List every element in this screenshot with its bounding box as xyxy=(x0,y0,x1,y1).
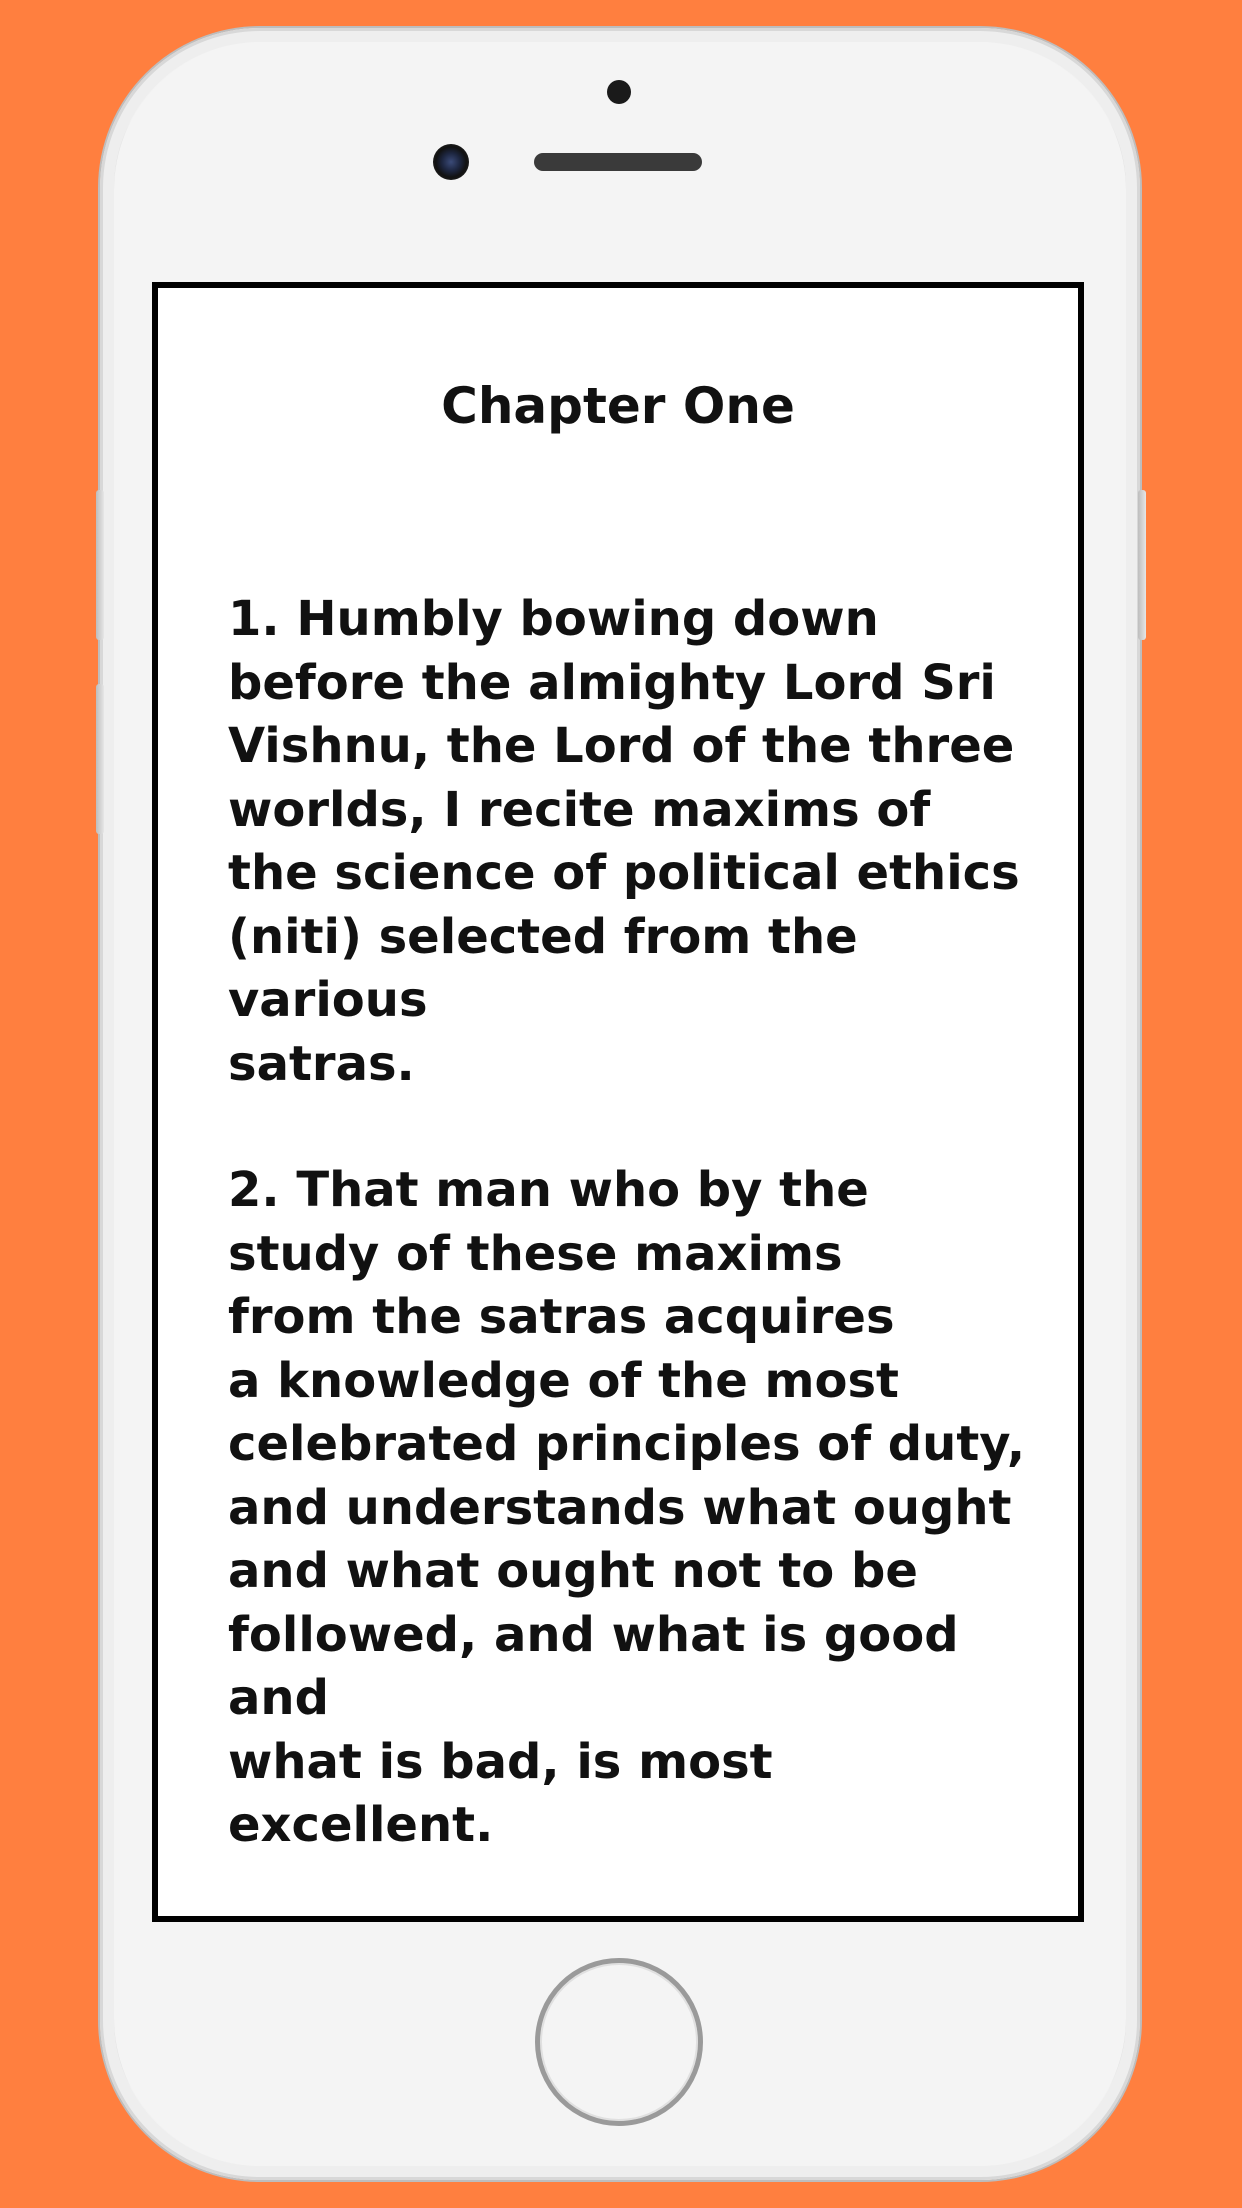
volume-up-button xyxy=(96,490,104,640)
chapter-title: Chapter One xyxy=(441,377,795,435)
paragraph-verse-2: 2. That man who by the study of these maxims from the satras acquires a knowledge of the most celebrated principles of duty, and understands what ought and what ought not to be followed, and what is good and what is bad, is most excellent. xyxy=(228,1162,1026,1853)
speaker-grille-icon xyxy=(534,153,702,171)
camera-dot-icon xyxy=(607,80,631,104)
home-button-icon[interactable] xyxy=(535,1958,703,2126)
power-button xyxy=(1138,490,1146,640)
volume-down-button xyxy=(96,684,104,834)
screen xyxy=(152,282,1084,1922)
paragraph-verse-1: 1. Humbly bowing down before the almighty Lord Sri Vishnu, the Lord of the three worlds, I recite maxims of the science of political ethics (niti) selected from the various satras. xyxy=(228,591,1020,1092)
front-camera-icon xyxy=(433,144,469,180)
